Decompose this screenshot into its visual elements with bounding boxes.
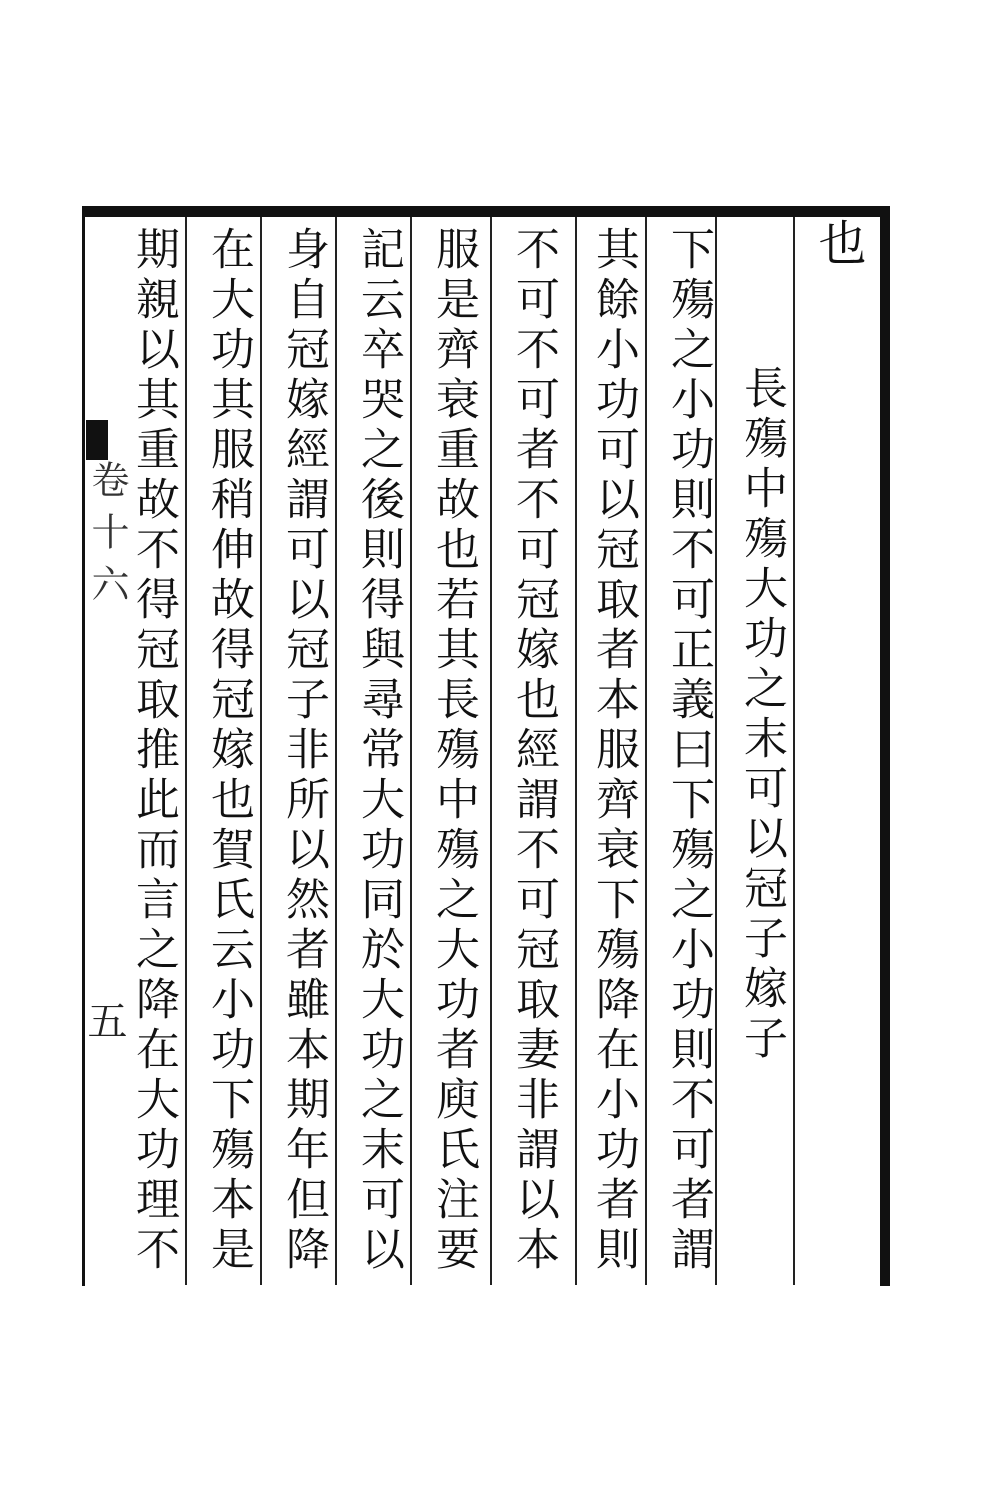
text-column-7: 記云卒哭之後則得與尋常大功同於大功之末可以 — [353, 226, 404, 1276]
text-column-10: 期親以其重故不得冠取推此而言之降在大功理不 — [128, 226, 179, 1276]
text-column-9: 在大功其服稍伸故得冠嫁也賀氏云小功下殤本是 — [203, 226, 254, 1276]
frame-top-border — [82, 206, 890, 217]
column-rule — [645, 217, 647, 1285]
text-column-8: 身自冠嫁經謂可以冠子非所以然者雖本期年但降 — [278, 226, 329, 1276]
fold-page-number: 五 — [81, 1000, 127, 1040]
column-rule — [575, 217, 577, 1285]
text-column-1: 也 — [810, 218, 866, 272]
text-column-2: 長殤中殤大功之末可以冠子嫁子 — [736, 365, 787, 1065]
text-column-3: 下殤之小功則不可正義曰下殤之小功則不可者謂 — [663, 226, 714, 1276]
frame-right-border — [880, 206, 890, 1286]
text-column-4: 其餘小功可以冠取者本服齊衰下殤降在小功者則 — [588, 226, 639, 1276]
text-column-5: 不可不可者不可冠嫁也經謂不可冠取妻非謂以本 — [508, 226, 559, 1276]
column-rule — [793, 217, 795, 1285]
text-column-6: 服是齊衰重故也若其長殤中殤之大功者庾氏注要 — [428, 226, 479, 1276]
fold-volume-label: 卷十六 — [85, 460, 129, 616]
column-rule — [185, 217, 187, 1285]
column-rule — [335, 217, 337, 1285]
fold-fishtail-mark — [86, 420, 108, 460]
column-rule — [410, 217, 412, 1285]
frame-left-border — [82, 206, 85, 1286]
column-rule — [490, 217, 492, 1285]
column-rule — [260, 217, 262, 1285]
